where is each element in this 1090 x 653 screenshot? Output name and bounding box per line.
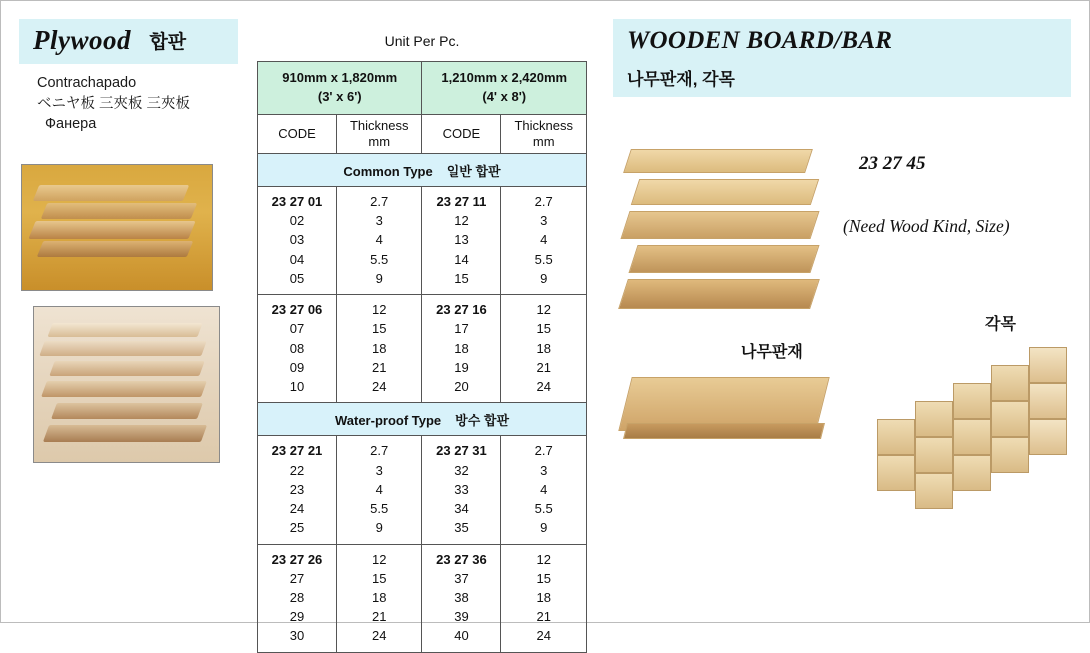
header-size-910-line2: (3' x 6')	[317, 89, 362, 104]
wooden-bar-stack-photo	[849, 331, 1077, 511]
caption-wooden-bar: 각목	[985, 316, 1016, 333]
plywood-sheet	[37, 241, 193, 257]
code-cell: 12	[454, 213, 469, 229]
code-cell: 05	[289, 270, 305, 286]
code-cell: 02	[289, 213, 305, 229]
thickness-cell: 9	[540, 520, 548, 536]
code-group	[258, 544, 337, 652]
plywood-sheet	[41, 203, 197, 219]
thickness-cell: 4	[375, 481, 383, 497]
thickness-cell: 15	[536, 321, 551, 337]
thickness-cell: 4	[540, 232, 548, 248]
wooden-board-title-korean: 나무판재, 각목	[627, 70, 735, 89]
translation-spanish: Contrachapado	[37, 75, 137, 91]
code-group	[258, 187, 337, 295]
code-cell: 33	[454, 481, 469, 497]
code-cell: 32	[454, 462, 469, 478]
code-cell: 39	[454, 609, 469, 625]
thickness-cell: 2.7	[534, 443, 553, 459]
code-cell: 23 27 36	[436, 551, 487, 567]
thickness-cell: 21	[371, 609, 387, 625]
thickness-cell: 24	[536, 628, 551, 644]
wood-bar-end	[991, 437, 1029, 473]
code-cell: 25	[289, 520, 305, 536]
wood-bar-end	[915, 437, 953, 473]
plywood-sheet	[41, 381, 207, 397]
code-cell: 23 27 16	[436, 302, 487, 318]
wood-bar-end	[877, 419, 915, 455]
header-size-910	[258, 62, 422, 115]
section-label-en: Water-proof Type	[334, 412, 442, 428]
thickness-cell: 24	[371, 628, 387, 644]
code-group	[422, 295, 501, 403]
section-header-common	[258, 154, 587, 187]
code-cell: 07	[289, 321, 305, 337]
wood-bar-end	[991, 365, 1029, 401]
table-header-size-row	[258, 62, 587, 115]
code-cell: 37	[454, 570, 469, 586]
thickness-cell: 12	[536, 302, 551, 318]
code-cell: 23 27 06	[271, 302, 323, 318]
board-plank-edge	[623, 423, 825, 439]
code-cell: 34	[454, 501, 469, 517]
thickness-group	[501, 187, 587, 295]
plywood-sheet	[47, 323, 202, 337]
code-cell: 15	[454, 270, 469, 286]
section-label-en: Common Type	[343, 163, 433, 179]
wood-bar-end	[953, 455, 991, 491]
wood-bar-end	[877, 455, 915, 491]
thickness-cell: 2.7	[370, 194, 389, 209]
thickness-cell: 2.7	[370, 443, 389, 459]
wooden-board-code: 23 27 45	[859, 153, 926, 174]
plywood-sheet	[51, 403, 203, 419]
thickness-cell: 12	[371, 302, 387, 318]
thickness-cell: 12	[536, 551, 551, 567]
header-thickness-left	[336, 115, 422, 154]
table-row	[258, 295, 587, 403]
plywood-sheet	[43, 425, 207, 442]
thickness-cell: 9	[540, 270, 548, 286]
plywood-spec-table	[257, 61, 587, 653]
wood-bar-end	[1029, 419, 1067, 455]
thickness-cell: 3	[375, 462, 383, 478]
code-cell: 13	[454, 232, 469, 248]
thickness-cell: 18	[371, 589, 387, 605]
thickness-cell: 12	[371, 551, 387, 567]
wood-bar-end	[1029, 383, 1067, 419]
table-header-sub-row	[258, 115, 587, 154]
header-thickness-left-line1: Thickness	[349, 117, 409, 133]
code-group	[258, 295, 337, 403]
plywood-sheet	[28, 221, 195, 239]
thickness-group	[336, 436, 422, 544]
code-cell: 40	[454, 628, 469, 644]
thickness-cell: 9	[375, 520, 383, 536]
thickness-group	[336, 187, 422, 295]
header-size-1210-line2: (4' x 8')	[482, 89, 527, 104]
table-row	[258, 436, 587, 544]
header-thickness-right	[501, 115, 587, 154]
code-cell: 23	[289, 481, 305, 497]
plywood-title-band	[19, 19, 238, 64]
header-size-1210-line1: 1,210mm x 2,420mm	[441, 70, 568, 86]
code-cell: 29	[289, 609, 305, 625]
code-cell: 08	[289, 340, 305, 356]
code-cell: 23 27 01	[271, 194, 323, 209]
translation-russian: Фанера	[45, 116, 97, 133]
code-cell: 10	[289, 379, 305, 395]
header-thickness-left-line2: mm	[368, 134, 391, 149]
thickness-cell: 4	[540, 481, 548, 497]
wood-bar-end	[991, 401, 1029, 437]
header-thickness-right-line2: mm	[532, 134, 555, 149]
code-cell: 18	[454, 340, 469, 356]
code-cell: 24	[289, 501, 305, 517]
wooden-board-title: WOODEN BOARD/BAR	[627, 27, 893, 54]
plywood-sheet	[49, 361, 204, 376]
thickness-cell: 2.7	[534, 194, 553, 209]
wooden-board-note: (Need Wood Kind, Size)	[843, 216, 1010, 236]
header-size-910-line1: 910mm x 1,820mm	[282, 70, 398, 86]
thickness-cell: 3	[540, 213, 548, 229]
wood-bar-end	[1029, 347, 1067, 383]
thickness-cell: 5.5	[534, 501, 553, 517]
thickness-cell: 18	[536, 589, 551, 605]
plywood-sheet	[39, 341, 206, 356]
thickness-cell: 5.5	[534, 251, 553, 267]
code-cell: 03	[289, 232, 305, 248]
section-label-kr: 일반 합판	[446, 163, 501, 179]
code-group	[422, 187, 501, 295]
thickness-cell: 15	[536, 570, 551, 586]
thickness-group	[501, 295, 587, 403]
wooden-board-title-band	[613, 19, 1071, 97]
thickness-cell: 24	[371, 379, 387, 395]
plywood-translations	[37, 73, 244, 135]
code-cell: 22	[289, 462, 305, 478]
code-cell: 14	[454, 251, 469, 267]
code-cell: 09	[289, 359, 305, 375]
thickness-cell: 18	[371, 340, 387, 356]
thickness-group	[336, 544, 422, 652]
thickness-cell: 18	[536, 340, 551, 356]
wood-bar-end	[953, 383, 991, 419]
wood-bar-end	[953, 419, 991, 455]
board-plank	[631, 179, 819, 205]
table-row	[258, 187, 587, 295]
header-thickness-right-line1: Thickness	[514, 117, 573, 133]
header-code-left: CODE	[258, 115, 337, 154]
code-cell: 23 27 11	[436, 194, 487, 209]
code-cell: 23 27 31	[436, 443, 487, 459]
thickness-cell: 21	[371, 359, 387, 375]
code-group	[258, 436, 337, 544]
code-cell: 30	[289, 628, 305, 644]
thickness-cell: 4	[375, 232, 383, 248]
code-cell: 27	[289, 570, 305, 586]
code-cell: 19	[454, 359, 469, 375]
code-cell: 38	[454, 589, 469, 605]
thickness-cell: 5.5	[370, 251, 389, 267]
caption-wooden-board: 나무판재	[741, 344, 803, 361]
plywood-sheet	[33, 185, 189, 201]
thickness-cell: 15	[371, 570, 387, 586]
table-row	[258, 544, 587, 652]
board-plank	[620, 211, 819, 239]
section-header-waterproof	[258, 403, 587, 436]
board-plank	[628, 245, 819, 273]
page-title: Plywood	[33, 25, 131, 55]
code-cell: 04	[289, 251, 305, 267]
wood-bar-end	[915, 473, 953, 509]
thickness-cell: 9	[375, 270, 383, 286]
plywood-stack-photo-top	[21, 164, 213, 291]
code-group	[422, 436, 501, 544]
thickness-cell: 3	[375, 213, 383, 229]
code-cell: 23 27 26	[271, 551, 323, 567]
plywood-spec-table-wrapper	[257, 61, 587, 653]
wooden-board-stack-photo	[619, 139, 837, 339]
plywood-stack-photo-bottom	[33, 306, 220, 463]
thickness-cell: 15	[371, 321, 387, 337]
code-cell: 35	[454, 520, 469, 536]
thickness-group	[501, 436, 587, 544]
page-title-korean: 합판	[149, 32, 187, 53]
thickness-cell: 3	[540, 462, 548, 478]
thickness-group	[336, 295, 422, 403]
wooden-board-single-photo	[621, 353, 831, 463]
code-group	[422, 544, 501, 652]
wooden-board-section	[613, 19, 1071, 109]
thickness-cell: 21	[536, 609, 551, 625]
board-plank	[623, 149, 813, 173]
header-size-1210	[422, 62, 587, 115]
translation-cjk: ベニヤ板 三夾板 三夾板	[37, 95, 191, 112]
unit-note: Unit Per Pc.	[384, 33, 460, 49]
thickness-group	[501, 544, 587, 652]
code-cell: 17	[454, 321, 469, 337]
header-code-right: CODE	[422, 115, 501, 154]
section-label-kr: 방수 합판	[455, 412, 510, 428]
thickness-cell: 21	[536, 359, 551, 375]
code-cell: 28	[289, 589, 305, 605]
code-cell: 20	[454, 379, 469, 395]
board-plank	[618, 279, 820, 309]
code-cell: 23 27 21	[271, 443, 323, 459]
thickness-cell: 24	[536, 379, 551, 395]
plywood-section	[19, 19, 244, 135]
thickness-cell: 5.5	[370, 501, 389, 517]
wood-bar-end	[915, 401, 953, 437]
